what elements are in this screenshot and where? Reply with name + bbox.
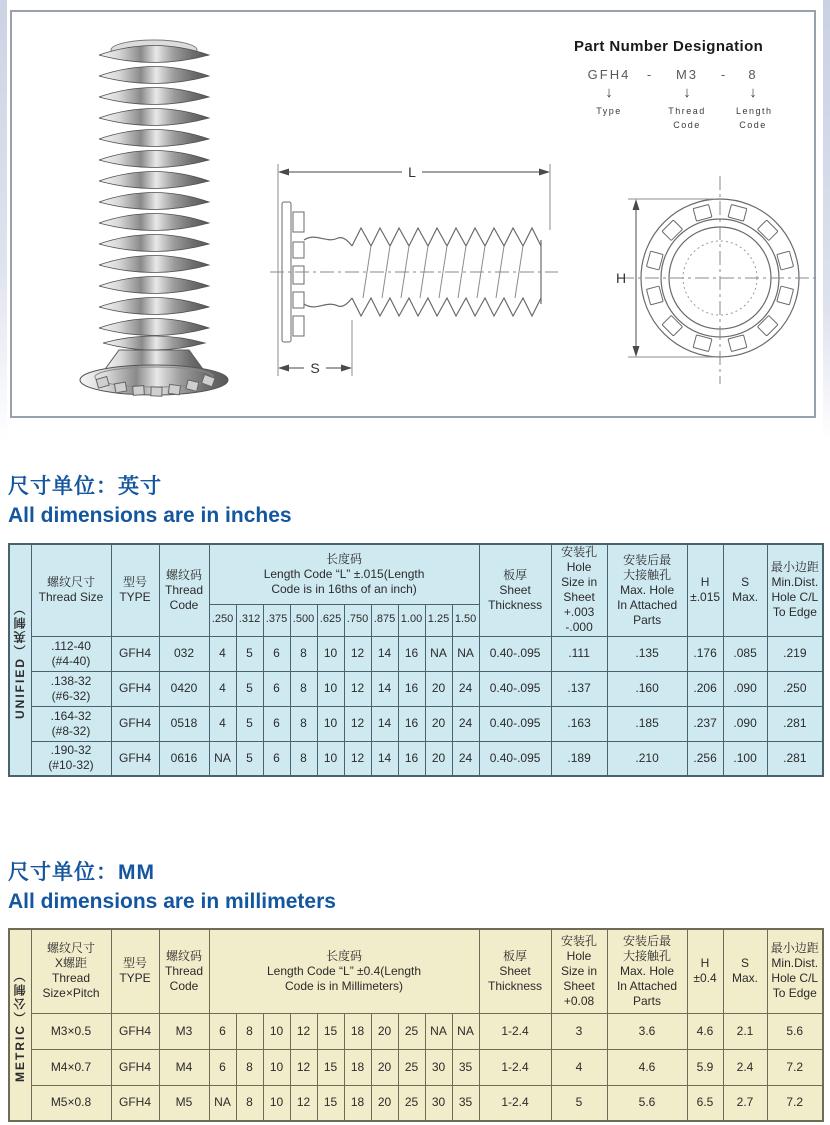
cell-length: 6: [263, 636, 290, 671]
cell-length: 6: [209, 1049, 236, 1085]
length-code-header: .250: [209, 604, 236, 636]
cell-s-max: .085: [723, 636, 767, 671]
col-header-type: 型号 TYPE: [111, 929, 159, 1013]
cell-length: 8: [236, 1049, 263, 1085]
cell-length: 10: [317, 706, 344, 741]
cell-length: 20: [371, 1085, 398, 1121]
table-row: [9, 671, 823, 706]
length-code-header: .375: [263, 604, 290, 636]
col-header-thread-size: 螺纹尺寸 Thread Size: [31, 544, 111, 636]
cell-length: NA: [209, 1085, 236, 1121]
cell-length: NA: [425, 636, 452, 671]
inches-spec-table: [8, 543, 824, 777]
cell-length: 16: [398, 706, 425, 741]
row-group-metric: METRIC（公制）: [9, 929, 31, 1121]
cell-hole-size: .137: [551, 671, 607, 706]
dim-label-l: L: [408, 164, 416, 180]
cell-max-hole: 3.6: [607, 1013, 687, 1049]
cell-length: 5: [236, 636, 263, 671]
cell-thread-code: 0518: [159, 706, 209, 741]
col-header-thread-code: 螺纹码 Thread Code: [159, 544, 209, 636]
cell-length: 10: [263, 1085, 290, 1121]
cell-length: 14: [371, 741, 398, 776]
cell-h: 4.6: [687, 1013, 723, 1049]
cell-type: GFH4: [111, 1085, 159, 1121]
cell-length: 25: [398, 1085, 425, 1121]
cell-length: 14: [371, 706, 398, 741]
part-number-dash: -: [646, 67, 654, 82]
cell-length: 20: [371, 1013, 398, 1049]
cell-min-dist: 5.6: [767, 1013, 823, 1049]
arrow-down-icon: ↓: [749, 84, 757, 101]
cell-thread-size: .190-32 (#10-32): [31, 741, 111, 776]
cell-length: 16: [398, 636, 425, 671]
cell-sheet-thickness: 1-2.4: [479, 1049, 551, 1085]
cell-hole-size: .163: [551, 706, 607, 741]
page-edge-left: [0, 0, 7, 440]
cell-min-dist: .281: [767, 741, 823, 776]
cell-type: GFH4: [111, 741, 159, 776]
col-header-type: 型号 TYPE: [111, 544, 159, 636]
cell-length: 12: [290, 1049, 317, 1085]
cell-s-max: .100: [723, 741, 767, 776]
cell-min-dist: .250: [767, 671, 823, 706]
length-code-header: .312: [236, 604, 263, 636]
cell-length: 20: [371, 1049, 398, 1085]
cell-length: 24: [452, 671, 479, 706]
cell-max-hole: .210: [607, 741, 687, 776]
cell-h: .206: [687, 671, 723, 706]
cell-min-dist: 7.2: [767, 1085, 823, 1121]
cell-length: 12: [344, 671, 371, 706]
cell-sheet-thickness: 1-2.4: [479, 1013, 551, 1049]
table-row: [9, 1049, 823, 1085]
cell-length: 18: [344, 1085, 371, 1121]
cell-length: 24: [452, 741, 479, 776]
cell-thread-size: M4×0.7: [31, 1049, 111, 1085]
cell-length: 12: [344, 706, 371, 741]
cell-hole-size: 4: [551, 1049, 607, 1085]
cell-length: 15: [317, 1013, 344, 1049]
stud-photo-illustration: [67, 18, 247, 410]
cell-length: 5: [236, 741, 263, 776]
cell-length: 18: [344, 1013, 371, 1049]
cell-s-max: 2.4: [723, 1049, 767, 1085]
length-code-header: .750: [344, 604, 371, 636]
part-number-designation: [574, 38, 824, 132]
cell-thread-code: M3: [159, 1013, 209, 1049]
cell-length: 24: [452, 706, 479, 741]
cell-length: 12: [290, 1013, 317, 1049]
cell-length: 12: [344, 741, 371, 776]
cell-length: 6: [263, 671, 290, 706]
col-header-max-hole: 安装后最 大接触孔 Max. Hole In Attached Parts: [607, 544, 687, 636]
cell-length: 20: [425, 706, 452, 741]
cell-length: NA: [425, 1013, 452, 1049]
cell-length: 4: [209, 706, 236, 741]
cell-thread-code: 0616: [159, 741, 209, 776]
segment-label-type: Type: [596, 106, 622, 116]
cell-min-dist: .219: [767, 636, 823, 671]
inches-heading-zh: 尺寸单位：英寸: [8, 475, 162, 498]
cell-sheet-thickness: 0.40-.095: [479, 706, 551, 741]
cell-length: 4: [209, 671, 236, 706]
part-number-length-code: 8: [748, 67, 758, 82]
cell-sheet-thickness: 1-2.4: [479, 1085, 551, 1121]
cell-length: 10: [263, 1049, 290, 1085]
cell-type: GFH4: [111, 636, 159, 671]
cell-length: 10: [317, 671, 344, 706]
cell-type: GFH4: [111, 1013, 159, 1049]
cell-type: GFH4: [111, 1049, 159, 1085]
col-header-thread-size: 螺纹尺寸 X螺距 Thread Size×Pitch: [31, 929, 111, 1013]
dim-label-s: S: [310, 360, 320, 376]
cell-thread-code: 032: [159, 636, 209, 671]
cell-thread-code: 0420: [159, 671, 209, 706]
cell-length: NA: [452, 1013, 479, 1049]
cell-length: 35: [452, 1049, 479, 1085]
table-row: [9, 741, 823, 776]
cell-sheet-thickness: 0.40-.095: [479, 741, 551, 776]
cell-max-hole: 5.6: [607, 1085, 687, 1121]
col-header-length-code: 长度码 Length Code “L” ±.015(Length Code is in 16ths of an inch): [209, 544, 479, 604]
cell-h: .237: [687, 706, 723, 741]
page-edge-right: [823, 0, 830, 440]
cell-min-dist: 7.2: [767, 1049, 823, 1085]
cell-length: 30: [425, 1085, 452, 1121]
cell-length: 10: [263, 1013, 290, 1049]
mm-heading-zh: 尺寸单位：MM: [8, 861, 155, 884]
cell-length: 30: [425, 1049, 452, 1085]
cell-thread-size: .164-32 (#8-32): [31, 706, 111, 741]
col-header-h: H ±0.4: [687, 929, 723, 1013]
col-header-sheet-thickness: 板厚 Sheet Thickness: [479, 929, 551, 1013]
col-header-max-hole: 安装后最 大接触孔 Max. Hole In Attached Parts: [607, 929, 687, 1013]
cell-length: 18: [344, 1049, 371, 1085]
cell-length: 10: [317, 636, 344, 671]
cell-length: 8: [290, 741, 317, 776]
cell-type: GFH4: [111, 706, 159, 741]
cell-length: 8: [236, 1013, 263, 1049]
table-row: [9, 706, 823, 741]
table-row: [9, 1085, 823, 1121]
length-code-header: 1.00: [398, 604, 425, 636]
cell-thread-size: M5×0.8: [31, 1085, 111, 1121]
part-number-grid: [580, 67, 824, 132]
cell-length: 15: [317, 1049, 344, 1085]
cell-length: 6: [209, 1013, 236, 1049]
cell-length: 16: [398, 671, 425, 706]
cell-max-hole: .185: [607, 706, 687, 741]
cell-s-max: .090: [723, 706, 767, 741]
table-row: [9, 1013, 823, 1049]
cell-hole-size: .189: [551, 741, 607, 776]
col-header-h: H ±.015: [687, 544, 723, 636]
cell-length: 14: [371, 671, 398, 706]
col-header-hole-size: 安装孔 Hole Size in Sheet +.003 -.000: [551, 544, 607, 636]
cell-thread-code: M5: [159, 1085, 209, 1121]
arrow-down-icon: ↓: [683, 84, 691, 101]
length-code-header: .500: [290, 604, 317, 636]
col-header-min-dist: 最小边距 Min.Dist. Hole C/L To Edge: [767, 929, 823, 1013]
length-code-header: .875: [371, 604, 398, 636]
dim-label-h: H: [615, 270, 627, 286]
cell-thread-size: .138-32 (#6-32): [31, 671, 111, 706]
cell-sheet-thickness: 0.40-.095: [479, 671, 551, 706]
mm-spec-table: [8, 928, 824, 1122]
cell-length: 6: [263, 741, 290, 776]
cell-hole-size: 3: [551, 1013, 607, 1049]
segment-label-thread-code: Thread Code: [668, 106, 706, 130]
col-header-hole-size: 安装孔 Hole Size in Sheet +0.08: [551, 929, 607, 1013]
mm-heading-en: All dimensions are in millimeters: [8, 890, 336, 913]
front-view-drawing: [588, 172, 823, 387]
cell-hole-size: 5: [551, 1085, 607, 1121]
side-view-drawing: [264, 150, 564, 390]
cell-length: 8: [290, 706, 317, 741]
cell-length: 5: [236, 671, 263, 706]
col-header-min-dist: 最小边距 Min.Dist. Hole C/L To Edge: [767, 544, 823, 636]
cell-max-hole: .135: [607, 636, 687, 671]
cell-length: 20: [425, 741, 452, 776]
cell-length: 10: [317, 741, 344, 776]
cell-length: 8: [290, 636, 317, 671]
drawing-panel: [10, 10, 816, 418]
length-code-header: .625: [317, 604, 344, 636]
cell-length: 5: [236, 706, 263, 741]
cell-length: 16: [398, 741, 425, 776]
cell-sheet-thickness: 0.40-.095: [479, 636, 551, 671]
length-code-header: 1.25: [425, 604, 452, 636]
cell-max-hole: .160: [607, 671, 687, 706]
cell-length: 35: [452, 1085, 479, 1121]
inches-header-row: [9, 544, 823, 604]
col-header-thread-code: 螺纹码 Thread Code: [159, 929, 209, 1013]
part-number-thread-code: M3: [675, 67, 699, 82]
col-header-s-max: S Max.: [723, 544, 767, 636]
mm-header-row: [9, 929, 823, 1013]
inches-heading-en: All dimensions are in inches: [8, 504, 292, 527]
cell-length: NA: [452, 636, 479, 671]
row-group-unified: UNIFIED（英制）: [9, 544, 31, 776]
cell-length: 12: [344, 636, 371, 671]
cell-length: 20: [425, 671, 452, 706]
cell-s-max: 2.7: [723, 1085, 767, 1121]
cell-s-max: 2.1: [723, 1013, 767, 1049]
cell-hole-size: .111: [551, 636, 607, 671]
cell-thread-size: M3×0.5: [31, 1013, 111, 1049]
cell-thread-size: .112-40 (#4-40): [31, 636, 111, 671]
cell-length: 25: [398, 1049, 425, 1085]
length-code-header: 1.50: [452, 604, 479, 636]
cell-s-max: .090: [723, 671, 767, 706]
table-row: [9, 636, 823, 671]
cell-min-dist: .281: [767, 706, 823, 741]
segment-label-length-code: Length Code: [736, 106, 773, 130]
cell-max-hole: 4.6: [607, 1049, 687, 1085]
cell-h: .256: [687, 741, 723, 776]
cell-length: 12: [290, 1085, 317, 1121]
cell-h: .176: [687, 636, 723, 671]
arrow-down-icon: ↓: [605, 84, 613, 101]
cell-length: 8: [236, 1085, 263, 1121]
col-header-sheet-thickness: 板厚 Sheet Thickness: [479, 544, 551, 636]
inches-section-heading: [8, 470, 292, 528]
part-number-type: GFH4: [587, 67, 631, 82]
cell-type: GFH4: [111, 671, 159, 706]
cell-length: 8: [290, 671, 317, 706]
part-number-title: Part Number Designation: [574, 38, 764, 55]
cell-h: 6.5: [687, 1085, 723, 1121]
cell-length: 25: [398, 1013, 425, 1049]
cell-length: 14: [371, 636, 398, 671]
cell-h: 5.9: [687, 1049, 723, 1085]
part-number-dash: -: [720, 67, 728, 82]
mm-section-heading: [8, 856, 336, 914]
cell-length: NA: [209, 741, 236, 776]
col-header-s-max: S Max.: [723, 929, 767, 1013]
cell-length: 15: [317, 1085, 344, 1121]
cell-length: 6: [263, 706, 290, 741]
cell-thread-code: M4: [159, 1049, 209, 1085]
cell-length: 4: [209, 636, 236, 671]
col-header-length-code: 长度码 Length Code “L” ±0.4(Length Code is in Millimeters): [209, 929, 479, 1013]
